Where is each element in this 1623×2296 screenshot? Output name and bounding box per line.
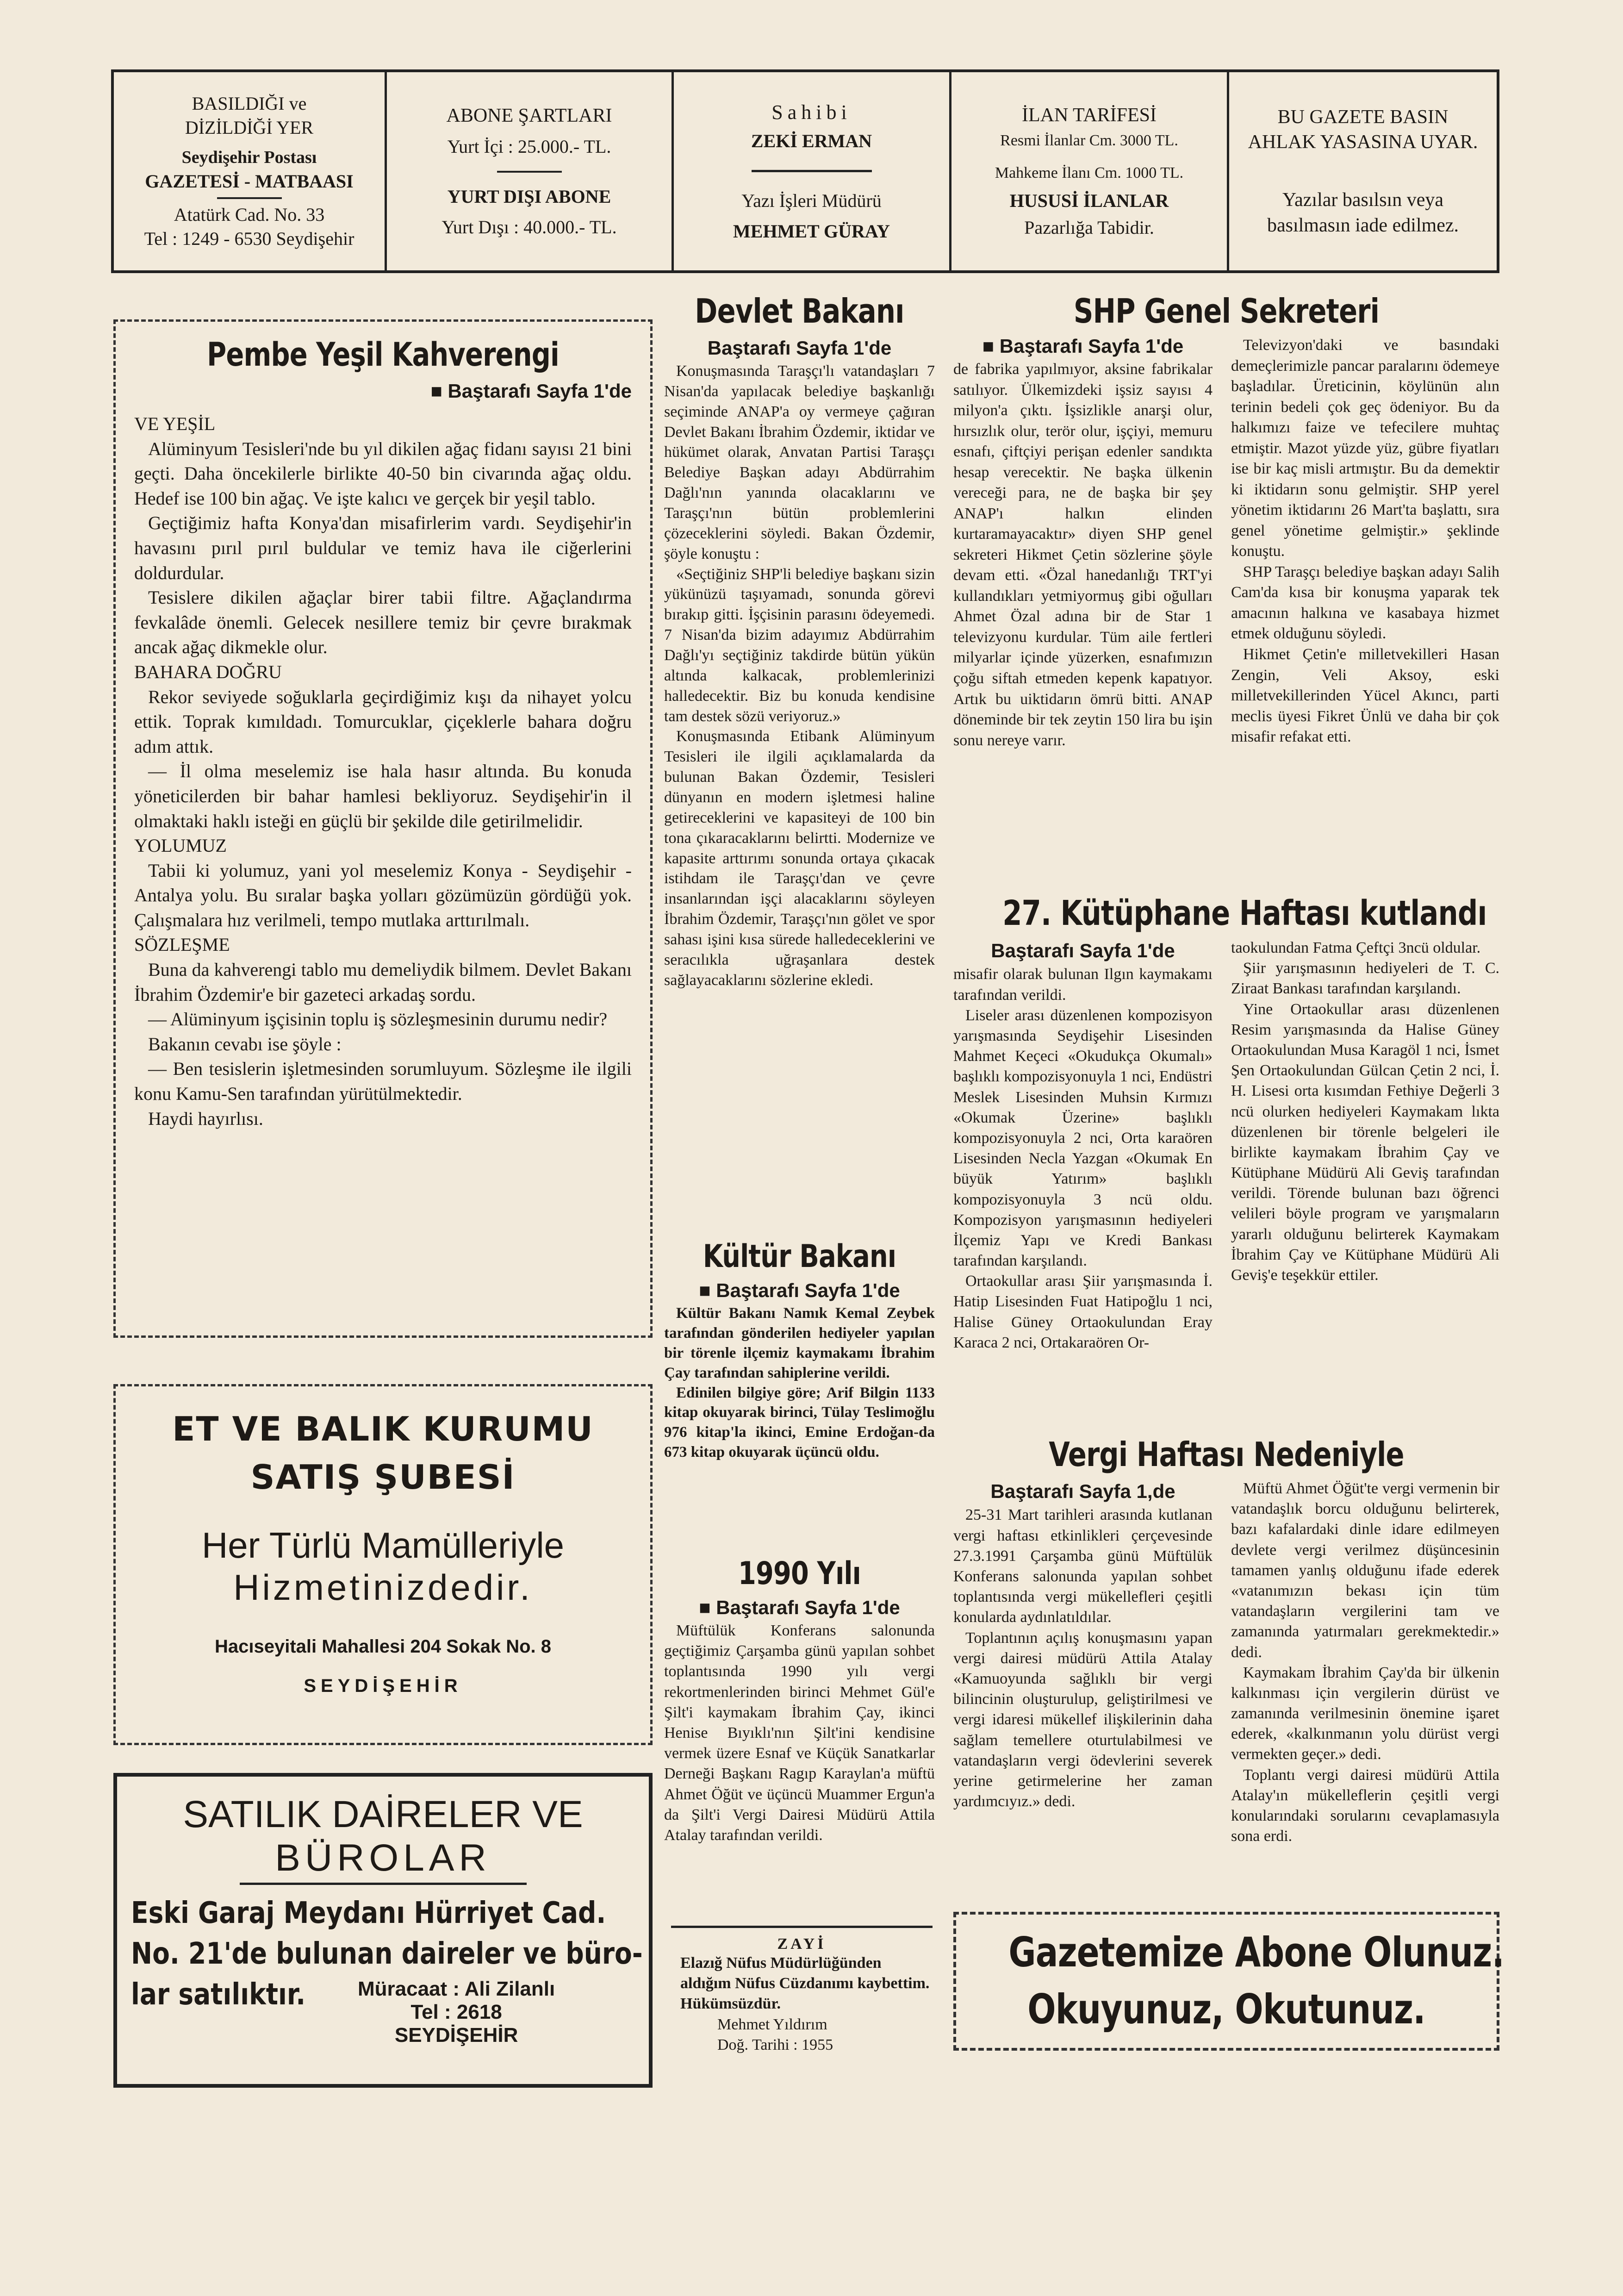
ad-et-balik-kurumu bbox=[113, 1384, 653, 1745]
ad-slogan-line2: Hizmetinizdedir. bbox=[233, 1567, 533, 1608]
subscription-abroad: Yurt Dışı : 40.000.- TL. bbox=[442, 217, 617, 238]
ad-rates-court: Mahkeme İlanı Cm. 1000 TL. bbox=[995, 164, 1184, 182]
paragraph: Televizyon'daki ve basındaki demeçlerimizle pancar paralarını ödemeye başladılar. Üreticinin, köylünün alın terinin bedeli çok geç ödeniyor. Bu da halkımızı faize ve tefecilere muhtaç etmiştir. Mazot yüzde yüz, gübre fiyatları ise bir kaç misli artmıştır. Bu da demektir ki iktidarın sonu gelmiştir. SHP yerel yönetim iktidarını 26 Mart'ta başlattı, sıra genel yönetime gelmiştir.» şeklinde konuştu. bbox=[1231, 337, 1499, 560]
article-title: Pembe Yeşil Kahverengi bbox=[207, 336, 559, 374]
ad-satilik-daireler bbox=[113, 1773, 653, 2088]
masthead-ad-rates bbox=[951, 72, 1229, 270]
article-ref: Baştarafı Sayfa 1'de bbox=[707, 337, 892, 359]
ad-line: No. 21'de bulunan daireler ve büro- bbox=[131, 1937, 643, 1971]
owner-name: ZEKİ ERMAN bbox=[751, 131, 872, 152]
paragraph: Alüminyum Tesisleri'nde bu yıl dikilen ağaç fidanı sayısı 21 bini geçti. Daha öncekilerle birlikte 40-50 bin civarında ağaç oldu. Hedef ise 100 bin ağaç. Ve işte kalıcı ve gerçek bir yeşil tablo. bbox=[134, 438, 632, 509]
masthead-press-ethics bbox=[1229, 72, 1497, 270]
paragraph: Kaymakam İbrahim Çay'da bir ülkenin kalkınması için vergilerin dürüst ve zamanında verilmesinin önemine işaret ederek, «kalkınmanın yolu dürüst vergi vermekten geçer.» dedi. bbox=[1231, 1664, 1499, 1763]
paragraph: Tabii ki yolumuz, yani yol meselemiz Konya - Seydişehir - Antalya yolu. Bu sıralar başka yolları gözümüzün gördüğü yok. Çalışmalara hız verilmeli, tempo mutlaka arttırılmalı. bbox=[134, 860, 632, 930]
masthead bbox=[111, 69, 1499, 273]
ad-title-line2: BÜROLAR bbox=[275, 1837, 491, 1879]
paragraph: Toplantı vergi dairesi müdürü Attila Atalay'ın mükelleflerin çeşitli vergi konularındaki sorularını cevaplamasıyla sona erdi. bbox=[1231, 1766, 1499, 1845]
masthead-printing-info bbox=[114, 72, 387, 270]
paragraph: Liseler arası düzenlenen kompozisyon yarışmasında Seydişehir Lisesinden Mahmet Keçeci «Okudukça Okumalı» başlıklı kompozisyonuyla 1 nci, Endüstri Meslek Lisesinden Muhsin Kırmızı «Okumak Üzerine» başlıklı kompozisyonuyla 2 nci, Orta karaören Lisesinden Necla Yazgan «Okumak En büyük Yatırım» başlıklı kompozisyonuyla 3 ncü oldu. Kompozisyon yarışmasının hediyeleri İlçemiz Yapı ve Kredi Bankası tarafından karşılandı. bbox=[953, 1006, 1213, 1270]
article-1990-yili bbox=[664, 1555, 935, 1846]
ethics-line3: Yazılar basılsın veya bbox=[1282, 189, 1443, 211]
print-place-paper: Seydişehir Postası bbox=[181, 148, 317, 168]
article-ref: Baştarafı Sayfa 1'de bbox=[991, 940, 1175, 961]
column-pembe-yesil-kahverengi bbox=[113, 319, 653, 1338]
article-title: 1990 Yılı bbox=[738, 1555, 861, 1592]
subscription-abroad-title: YURT DIŞI ABONE bbox=[447, 186, 611, 207]
print-place-line1: BASILDIĞI ve bbox=[192, 93, 307, 114]
ethics-line1: BU GAZETE BASIN bbox=[1277, 106, 1449, 128]
paragraph: Şiir yarışmasının hediyeleri de T. C. Ziraat Bankası tarafından karşılandı. bbox=[1231, 960, 1499, 998]
paragraph: Müftülük Konferans salonunda geçtiğimiz Çarşamba günü yapılan sohbet toplantısında 1990 yılı vergi rekortmenlerinden birinci Mehmet Gül'e Şilt'i kaymakam İbrahim Çay, ikinci Henise Bıyıklı'nın Şilt'ini kendisine vermek üzere Esnaf ve Küçük Sanatkarlar Derneği Başkanı Ragıp Karaylan'a müftü Ahmet Öğüt ve üçüncü Muammer Ergun'a da Şilt'i Vergi Dairesi Müdürü Attila Atalay tarafından verildi. bbox=[664, 1622, 935, 1844]
paragraph: SHP Taraşçı belediye başkan adayı Salih Cam'da kısa bir konuşma yaparak tek amacının halkına ve kasabaya hizmet etmek olduğunu söyledi. bbox=[1231, 563, 1499, 643]
article-ref: Baştarafı Sayfa 1,de bbox=[990, 1480, 1175, 1502]
article-body bbox=[664, 361, 935, 991]
ad-address: Hacıseyitali Mahallesi 204 Sokak No. 8 bbox=[214, 1636, 552, 1657]
article-title: 27. Kütüphane Haftası kutlandı bbox=[1002, 893, 1487, 933]
ad-line2: Okuyunuz, Okutunuz. bbox=[1027, 1985, 1425, 2033]
paragraph: de fabrika yapılmıyor, aksine fabrikalar satılıyor. Ülkemizdeki işsiz sayısı 4 milyon'a çıktı. İşsizlikle anarşi olur, hırsızlık olur, terör olur, işçiyi, memuru esnafı, çiftçiyi perişan edenler sandıkta hesap verecektir. Ne başka ülkenin vereceği para, ne de başka bir şey ANAP'ı halkın elinden kurtaramayacaktır» diyen SHP genel sekreteri Hikmet Çetin sözlerine şöyle devam etti. «Özal hanedanlığı TRT'yi kullandıkları yetmiyormuş gibi oğulları Ahmet Özal adına bir de Star 1 televizyonu kurdular. Tüm aile fertleri milyarlar içinde yüzerken, esnafımızın çoğu siftah etmeden kepenk kapatıyor. Artık bu uiktidarın ömrü bitti. ANAP döneminde bir tek zeytin 150 lira bu işin sonu nereye varır. bbox=[953, 361, 1213, 749]
subhead: YOLUMUZ bbox=[134, 835, 227, 856]
subhead: SÖZLEŞME bbox=[134, 934, 230, 955]
ad-rates-private-title: HUSUSİ İLANLAR bbox=[1009, 190, 1169, 212]
article-ref: ■ Baştarafı Sayfa 1'de bbox=[699, 1279, 900, 1301]
article-column bbox=[953, 335, 1213, 751]
article-shp-genel-sekreteri bbox=[953, 292, 1499, 751]
article-columns bbox=[953, 1479, 1499, 1847]
paragraph: taokulundan Fatma Çeftçi 3ncü oldular. bbox=[1231, 939, 1481, 956]
subscription-title: ABONE ŞARTLARI bbox=[446, 105, 612, 126]
paragraph: Toplantının açılış konuşmasını yapan vergi dairesi müdürü Attila Atalay «Kamuoyunda sağlıklı bir vergi bilincinin oluşturulup, geliştirilmesi ve vergi idaresi mükellef ilişkilerinin daha sağlam temellere oturtulabilmesi ve vatandaşların vergi ödevlerini severek yerine getirmelerine her zaman yardımcıyız.» dedi. bbox=[953, 1629, 1213, 1810]
ad-contact bbox=[358, 1978, 555, 2047]
article-title: Devlet Bakanı bbox=[695, 292, 904, 331]
ad-contact-row bbox=[131, 1978, 635, 2047]
ethics-line4: basılmasın iade edilmez. bbox=[1267, 214, 1459, 236]
masthead-rule bbox=[217, 197, 282, 199]
masthead-rule bbox=[752, 170, 872, 172]
paragraph: Kültür Bakanı Namık Kemal Zeybek tarafından gönderilen hediyeler yapılan bir törenle ilçemiz kaymakamı İbrahim Çay tarafından sahiplerine verildi. bbox=[664, 1305, 935, 1381]
paragraph: — İl olma meselemiz ise hala hasır altında. Bu konuda yöneticilerden bir bahar hamlesi bekliyoruz. Seydişehir'in il olmaktaki haklı isteği en güçlü bir şekilde dile getirilmelidir. bbox=[134, 761, 632, 831]
ad-line: Eski Garaj Meydanı Hürriyet Cad. bbox=[131, 1896, 606, 1930]
owner-label: Sahibi bbox=[771, 100, 852, 124]
ad-subtitle: SATIŞ ŞUBESİ bbox=[250, 1458, 516, 1497]
ethics-line2: AHLAK YASASINA UYAR. bbox=[1248, 131, 1478, 153]
article-column bbox=[953, 938, 1213, 1353]
paragraph: Yine Ortaokullar arası düzenlenen Resim yarışmasında da Halise Güney Ortaokulundan Musa Karagöl 1 nci, İsmet Şen Ortaokulundan Gülcan Çetin 2 nci, İ. H. Lisesi orta kısımdan Fethiye Değerli 3 ncü olurken hediyeleri Kaymakam lıkta düzenlenen bir törenle belgeleri ile birlikte kaymakam İbrahim Çay ve Kütüphane Müdürü Ali Geviş tarafından verildi. Törende bulunan bazı öğrenci velileri böyle program ve yarışmaların yararlı olduğunu belirterek Kaymakam İbrahim Çay ve Kütüphane Müdürü Ali Geviş'e teşekkür ettiler. bbox=[1231, 1000, 1499, 1284]
subhead: BAHARA DOĞRU bbox=[134, 661, 282, 682]
article-column bbox=[953, 1479, 1213, 1847]
paragraph: Haydi hayırlısı. bbox=[148, 1108, 263, 1129]
masthead-subscription bbox=[387, 72, 674, 270]
paragraph: Konuşmasında Taraşçı'lı vatandaşları 7 Nisan'da yapılacak belediye başkanlığı seçiminde ANAP'a oy vermeye çağıran Devlet Bakanı İbrahim Özdemir, iktidar ve hükümet olarak, Anvatan Partisi Taraşçı Belediye Başkan adayı Abdürrahim Dağlı'nın yanında olacaklarını ve Taraşçı'nın bütün problemlerini çözeceklerini söyledi. Bakan Özdemir, şöyle konuştu : bbox=[664, 362, 935, 562]
ad-contact-name: Müracaat : Ali Zilanlı bbox=[358, 1978, 555, 2000]
paragraph: Hikmet Çetin'e milletvekilleri Hasan Zengin, Veli Aksoy, eski milletvekillerinden Yücel Akıncı, parti meclis üyesi Fikret Ünlü ve daha bir çok misafir refakat etti. bbox=[1231, 645, 1499, 746]
article-title: Vergi Haftası Nedeniyle bbox=[1049, 1435, 1404, 1474]
paragraph: Rekor seviyede soğuklarla geçirdiğimiz kışı da nihayet yolcu ettik. Toprak kımıldadı. Tomurcuklar, çiçeklerle bahara doğru adım attık. bbox=[134, 686, 632, 757]
ad-line1: Gazetemize Abone Olunuz. bbox=[1008, 1928, 1505, 1976]
paragraph: Müftü Ahmet Öğüt'te vergi vermenin bir vatandaşlık borcu olduğunu belirterek, bazı kafalardaki dinle idare edilmeyen devlete vergi verilmez düşüncesinin tamamen yanlış olduğunu ifade ederek «vatanımızın bekası için tüm vatandaşların vergilerini tam ve zamanında yatırmaları gerekmektedir.» dedi. bbox=[1231, 1480, 1499, 1661]
print-place-line2: DİZİLDİĞİ YER bbox=[185, 117, 314, 138]
article-kutuphane-haftasi bbox=[953, 893, 1499, 1353]
article-vergi-haftasi bbox=[953, 1435, 1499, 1847]
notice-signature: Mehmet Yıldırım bbox=[717, 2015, 827, 2033]
paragraph: misafir olarak bulunan Ilgın kaymakamı tarafından verildi. bbox=[953, 966, 1213, 1004]
ad-rates-private: Pazarlığa Tabidir. bbox=[1024, 217, 1154, 238]
paragraph: Ortaokullar arası Şiir yarışmasında İ. Hatip Lisesinden Fuat Hatipoğlu 1 nci, Halise Güney Ortaokulundan Eray Karaca 2 nci, Ortakaraören Or- bbox=[953, 1273, 1213, 1351]
paragraph: — Ben tesislerin işletmesinden sorumluyum. Sözleşme ile ilgili konu Kamu-Sen tarafından yürütülmektedir. bbox=[134, 1058, 632, 1104]
notice-text: Elazığ Nüfus Müdürlüğünden aldığım Nüfus Cüzdanımı kaybettim. bbox=[680, 1954, 930, 1992]
article-columns bbox=[953, 335, 1499, 751]
ad-abone-olunuz bbox=[953, 1912, 1505, 2051]
article-ref: ■ Baştarafı Sayfa 1'de bbox=[982, 335, 1184, 357]
ad-city: SEYDİŞEHİR bbox=[304, 1676, 462, 1696]
ad-rates-title: İLAN TARİFESİ bbox=[1021, 104, 1157, 126]
article-column bbox=[1231, 335, 1499, 751]
notice-text: Hükümsüzdür. bbox=[680, 1995, 781, 2013]
article-body bbox=[134, 412, 632, 1131]
editor-name: MEHMET GÜRAY bbox=[733, 221, 890, 242]
article-ref: ■ Baştarafı Sayfa 1'de bbox=[699, 1597, 900, 1618]
notice-birthdate: Doğ. Tarihi : 1955 bbox=[717, 2036, 833, 2053]
ad-underline bbox=[240, 1883, 527, 1885]
article-columns bbox=[953, 938, 1499, 1353]
masthead-rule bbox=[497, 171, 562, 173]
notice-title: ZAYİ bbox=[777, 1935, 827, 1953]
ad-line: lar satılıktır. bbox=[131, 1978, 306, 2012]
subscription-domestic: Yurt İçi : 25.000.- TL. bbox=[447, 136, 611, 157]
paragraph: Edinilen bilgiye göre; Arif Bilgin 1133 kitap okuyarak birinci, Tülay Teslimoğlu 976 kitap'la ikinci, Emine Erdoğan-da 673 kitap okuyarak üçüncü oldu. bbox=[664, 1384, 935, 1461]
ad-contact-phone: Tel : 2618 bbox=[410, 2001, 502, 2023]
ad-title: ET VE BALIK KURUMU bbox=[172, 1410, 594, 1448]
article-body bbox=[664, 1304, 935, 1462]
article-devlet-bakani bbox=[664, 292, 935, 991]
print-place-press: GAZETESİ - MATBAASI bbox=[145, 170, 354, 192]
paragraph: — Alüminyum işçisinin toplu iş sözleşmesinin durumu nedir? bbox=[148, 1009, 608, 1030]
ad-contact-city: SEYDİŞEHİR bbox=[394, 2024, 518, 2046]
notice-zayi bbox=[671, 1926, 933, 2055]
paragraph: Tesislere dikilen ağaçlar birer tabii filtre. Ağaçlandırma fevkalâde önemli. Gelecek nesillere temiz bir çevre bırakmak ancak ağaç dikmekle olur. bbox=[134, 587, 632, 658]
paragraph: «Seçtiğiniz SHP'li belediye başkanı sizin yükünüzü taşıyamadı, sonunda görevi bırakıp gitti. İşçisinin parasını ödeyemedi. 7 Nisan'da bizim adayımız Abdürrahim Dağlı'yı seçtiğiniz takdirde bütün yükün altında kalkacak, problemlerinizi halledecektir. Biz bu konuda kendisine tam destek sözü veriyoruz.» bbox=[664, 565, 935, 725]
masthead-owner bbox=[674, 72, 951, 270]
article-kultur-bakani bbox=[664, 1238, 935, 1462]
print-place-phone: Tel : 1249 - 6530 Seydişehir bbox=[144, 228, 354, 249]
article-title: Kültür Bakanı bbox=[703, 1238, 896, 1275]
article-ref: ■ Baştarafı Sayfa 1'de bbox=[430, 380, 632, 402]
article-body bbox=[664, 1621, 935, 1846]
paragraph: Konuşmasında Etibank Alüminyum Tesisleri ile ilgili açıklamalarda da bulunan Bakan Özdemir, Tesisleri dünyanın en modern işletmesi haline getireceklerini ve kapasiteyi de 100 bin tona çıkaracaklarını belirtti. Modernize ve kapasite arttırımı sonunda ortaya çıkacak istihdam ile Taraşçı'dan ve çevre insanlarından işçi alacaklarını söyleyen İbrahim Özdemir, Taraşçı'nın gölet ve spor sahası işini kısa sürede halledeceklerini ve seracılıkla uğraşanlara destek sağlayacaklarını sözlerine ekledi. bbox=[664, 728, 935, 989]
paragraph: Bakanın cevabı ise şöyle : bbox=[148, 1033, 342, 1054]
article-column bbox=[1231, 938, 1499, 1353]
paragraph: Buna da kahverengi tablo mu demeliydik bilmem. Devlet Bakanı İbrahim Özdemir'e bir gazeteci arkadaş sordu. bbox=[134, 959, 632, 1005]
ad-title: SATILIK DAİRELER VE bbox=[183, 1793, 583, 1835]
article-column bbox=[1231, 1479, 1499, 1847]
article-title: SHP Genel Sekreteri bbox=[1073, 292, 1380, 331]
paragraph: Geçtiğimiz hafta Konya'dan misafirlerim vardı. Seydişehir'in havasını pırıl pırıl buldular ve temiz hava ile ciğerlerini doldurdular. bbox=[134, 512, 632, 583]
paragraph: 25-31 Mart tarihleri arasında kutlanan vergi haftası etkinlikleri çerçevesinde 27.3.1991 Çarşamba günü Müftülük Konferans salonunda yapılan sohbet toplantısında vergi mükellefleri çeşitli konularda aydınlatıldılar. bbox=[953, 1506, 1213, 1626]
print-place-address: Atatürk Cad. No. 33 bbox=[174, 204, 325, 225]
subhead: VE YEŞİL bbox=[134, 413, 216, 434]
ad-rates-official: Resmi İlanlar Cm. 3000 TL. bbox=[1000, 132, 1178, 150]
editor-label: Yazı İşleri Müdürü bbox=[741, 190, 882, 212]
ad-slogan-line1: Her Türlü Mamülleriyle bbox=[201, 1525, 565, 1566]
